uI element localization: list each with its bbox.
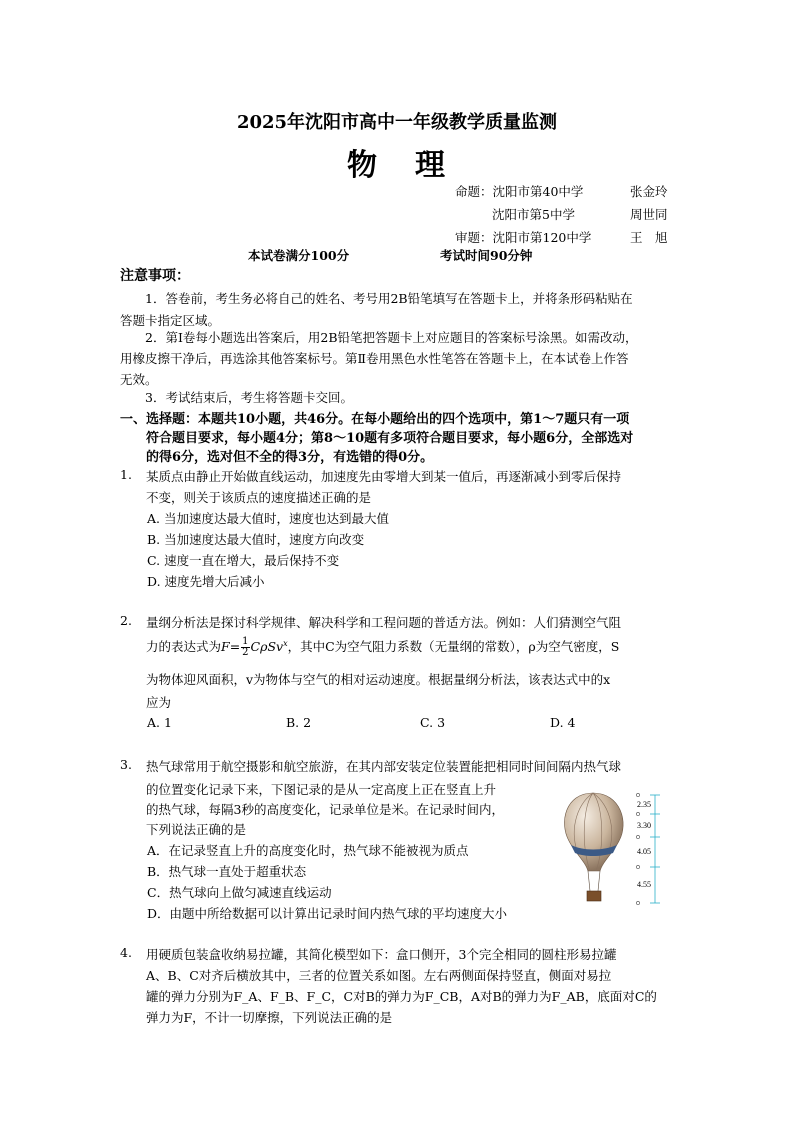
author-line-2: 沈阳市第5中学 周世同 <box>492 207 668 222</box>
q3-stem-cont2: 的热气球，每隔3秒的高度变化，记录单位是米。在记录时间内， <box>146 802 504 817</box>
q2-stem: 量纲分析法是探讨科学规律、解决科学和工程问题的普适方法。例如：人们猜测空气阻 <box>146 615 622 630</box>
notice-item-2-cont2: 无效。 <box>120 372 158 387</box>
q2-stem-cont2: 应为 <box>146 695 172 710</box>
exam-title: 2025年沈阳市高中一年级教学质量监测 <box>236 112 558 133</box>
q3-option-d: D．由题中所给数据可以计算出记录时间内热气球的平均速度大小 <box>147 906 508 921</box>
height-label-4: 4.55 <box>637 880 651 889</box>
q3-option-c: C．热气球向上做匀减速直线运动 <box>147 885 332 900</box>
q2-stem-formula-line: 力的表达式为F= $\frac{1}{2}$ CρSv$^x$，其中C为空气阻力系数（无量纲的常数），ρ为空气密度，S <box>146 636 620 658</box>
height-label-3: 4.05 <box>637 847 651 856</box>
one-half-fraction: $\frac{1}{2}$ <box>242 636 249 658</box>
q1-option-c: C. 速度一直在增大，最后保持不变 <box>147 553 340 568</box>
q4-stem-cont3: 弹力为F，不计一切摩擦，下列说法正确的是 <box>146 1010 393 1025</box>
height-label-1: 2.35 <box>637 800 651 809</box>
notice-heading: 注意事项： <box>120 268 190 284</box>
height-scale <box>650 795 660 903</box>
hot-air-balloon-figure <box>555 785 670 920</box>
q3-option-b: B．热气球一直处于超重状态 <box>147 864 307 879</box>
q3-stem-cont: 的位置变化记录下来，下图记录的是从一定高度上正在竖直上升 <box>146 782 497 797</box>
q2-option-b: B. 2 <box>286 715 312 730</box>
q2-number: 2. <box>120 613 132 628</box>
q4-stem-cont: A、B、C对齐后横放其中，三者的位置关系如图。左右两侧面保持竖直，侧面对易拉 <box>146 968 612 983</box>
notice-item-3: 3．考试结束后，考生将答题卡交回。 <box>145 390 353 405</box>
q2-stem-cont: 为物体迎风面积，v为物体与空气的相对运动速度。根据量纲分析法，该表达式中的x <box>146 672 611 687</box>
q3-stem: 热气球常用于航空摄影和航空旅游，在其内部安装定位装置能把相同时间间隔内热气球 <box>146 759 622 774</box>
q1-option-b: B. 当加速度达最大值时，速度方向改变 <box>147 532 365 547</box>
height-label-2: 3.30 <box>637 821 651 830</box>
section-1-line-3: 的得6分，选对但不全的得3分，有选错的得0分。 <box>146 450 434 465</box>
q4-stem-cont2: 罐的弹力分别为F_A、F_B、F_C，C对B的弹力为F_CB，A对B的弹力为F_AB，底面对C的 <box>146 989 657 1004</box>
q2-option-c: C. 3 <box>420 715 446 730</box>
notice-item-1: 1．答卷前，考生务必将自己的姓名、考号用2B铅笔填写在答题卡上，并将条形码粘贴在 <box>145 291 633 306</box>
q4-stem: 用硬质包装盒收纳易拉罐，其简化模型如下：盒口侧开，3个完全相同的圆柱形易拉罐 <box>146 947 617 962</box>
q1-stem: 某质点由静止开始做直线运动，加速度先由零增大到某一值后，再逐渐减小到零后保持 <box>146 469 622 484</box>
q1-option-a: A. 当加速度达最大值时，速度也达到最大值 <box>147 511 389 526</box>
q3-option-a: A．在记录竖直上升的高度变化时，热气球不能被视为质点 <box>147 843 469 858</box>
section-1-line-2: 符合题目要求，每小题4分；第8～10题有多项符合题目要求，每小题6分，全部选对 <box>146 431 634 446</box>
q4-number: 4. <box>120 945 132 960</box>
q1-number: 1. <box>120 467 132 482</box>
q1-option-d: D. 速度先增大后减小 <box>147 574 265 589</box>
q3-number: 3. <box>120 757 132 772</box>
subject-title: 物 理 <box>347 148 447 183</box>
exam-time: 考试时间90分钟 <box>440 248 533 263</box>
section-1-heading: 一、选择题：本题共10小题，共46分。在每小题给出的四个选项中，第1～7题只有一项 <box>120 412 630 427</box>
notice-item-2: 2．第Ⅰ卷每小题选出答案后，用2B铅笔把答题卡上对应题目的答案标号涂黑。如需改动， <box>145 330 638 345</box>
author-line-3: 审题：沈阳市第120中学 王 旭 <box>455 230 668 245</box>
q2-option-a: A. 1 <box>147 715 172 730</box>
q2-option-d: D. 4 <box>550 715 576 730</box>
balloon-icon <box>564 793 623 901</box>
q1-stem-cont: 不变，则关于该质点的速度描述正确的是 <box>146 490 372 505</box>
notice-item-2-cont: 用橡皮擦干净后，再选涂其他答案标号。第Ⅱ卷用黑色水性笔答在答题卡上，在本试卷上作答 <box>120 351 629 366</box>
author-line-1: 命题：沈阳市第40中学 张金玲 <box>455 184 668 199</box>
total-score: 本试卷满分100分 <box>248 248 350 263</box>
notice-item-1-cont: 答题卡指定区域。 <box>120 313 221 328</box>
q3-stem-cont3: 下列说法正确的是 <box>146 822 247 837</box>
